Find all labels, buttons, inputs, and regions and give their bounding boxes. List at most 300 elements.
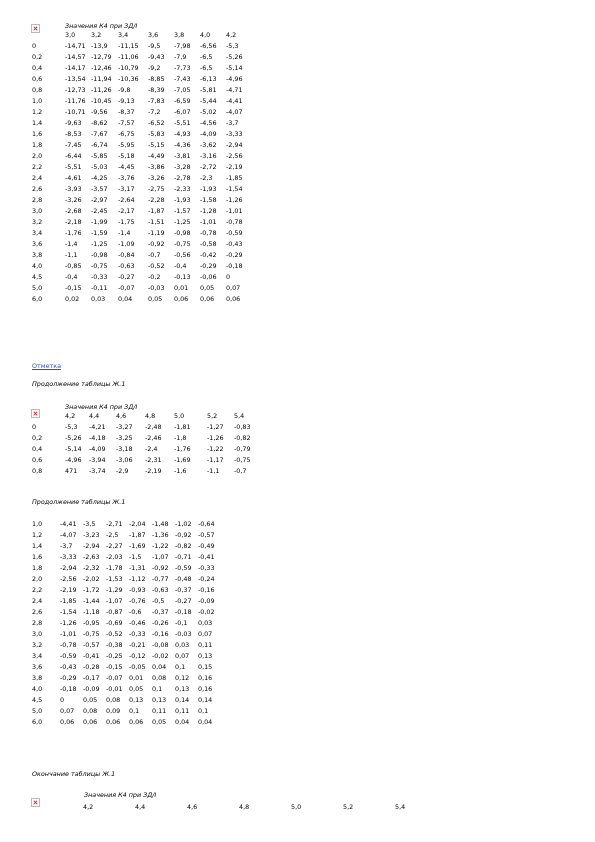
table-cell: -0,07 bbox=[106, 674, 123, 683]
table-header-row bbox=[32, 411, 256, 422]
table-cell: -0,09 bbox=[83, 685, 100, 694]
table-cell: -1,76 bbox=[65, 229, 82, 238]
table-cell: -0,29 bbox=[200, 262, 217, 271]
column-header: 4,4 bbox=[89, 412, 100, 421]
row-label: 2,4 bbox=[32, 174, 43, 183]
table-cell: -4,61 bbox=[65, 174, 82, 183]
table-cell: -1,18 bbox=[83, 608, 100, 617]
table-cell: -0,82 bbox=[234, 434, 251, 443]
table-cell: -5,3 bbox=[226, 42, 239, 51]
table-cell: -9,8 bbox=[118, 86, 131, 95]
table-cell: -3,62 bbox=[200, 141, 217, 150]
table-cell: -0,75 bbox=[234, 456, 251, 465]
table-cell: 0,04 bbox=[198, 718, 213, 727]
table-row bbox=[32, 140, 252, 151]
table-cell: -7,05 bbox=[174, 86, 191, 95]
table-row bbox=[32, 651, 221, 662]
table-cell: -4,96 bbox=[65, 456, 82, 465]
table-cell: 0,1 bbox=[198, 707, 209, 716]
row-label: 1,4 bbox=[32, 119, 43, 128]
table-cell: -0,56 bbox=[174, 251, 191, 260]
table-cell: -6,13 bbox=[200, 75, 217, 84]
table-cell: -6,52 bbox=[148, 119, 165, 128]
table-cell: -0,08 bbox=[152, 641, 169, 650]
table-cell: -1,5 bbox=[129, 553, 142, 562]
table-cell: -0,48 bbox=[175, 575, 192, 584]
table-cell: -0,69 bbox=[106, 619, 123, 628]
column-header: 5,4 bbox=[234, 412, 245, 421]
table-cell: -1,99 bbox=[91, 218, 108, 227]
table-row bbox=[32, 239, 252, 250]
table-row bbox=[32, 466, 256, 477]
table-cell: -0,33 bbox=[91, 273, 108, 282]
table-cell: 0 bbox=[60, 696, 65, 705]
table-cell: -7,83 bbox=[148, 97, 165, 106]
table-cell: -6,5 bbox=[200, 53, 213, 62]
table-cell: -0,03 bbox=[175, 630, 192, 639]
table-cell: -5,95 bbox=[118, 141, 135, 150]
table-cell: -2,19 bbox=[60, 586, 77, 595]
table-cell: -0,79 bbox=[234, 445, 251, 454]
table-cell: 0,04 bbox=[118, 295, 133, 304]
table-cell: -3,76 bbox=[118, 174, 135, 183]
table-row bbox=[32, 541, 221, 552]
table-cell: -0,03 bbox=[148, 284, 165, 293]
table-cell: -5,14 bbox=[65, 445, 82, 454]
table-cell: 0,14 bbox=[175, 696, 190, 705]
table-cell: -2,4 bbox=[145, 445, 158, 454]
table-cell: -1,72 bbox=[83, 586, 100, 595]
column-header: 5,4 bbox=[395, 803, 406, 812]
table-cell: -0,75 bbox=[91, 262, 108, 271]
table-cell: -4,09 bbox=[89, 445, 106, 454]
table-cell: -2,27 bbox=[106, 542, 123, 551]
row-label: 1,0 bbox=[32, 520, 43, 529]
table-cell: -2,78 bbox=[174, 174, 191, 183]
table-cell: -0,07 bbox=[118, 284, 135, 293]
table-cell: -1,01 bbox=[226, 207, 243, 216]
row-label: 1,2 bbox=[32, 531, 43, 540]
row-label: 4,0 bbox=[32, 262, 43, 271]
table-cell: -2,45 bbox=[91, 207, 108, 216]
row-label: 1,4 bbox=[32, 542, 43, 551]
table-header-row bbox=[32, 30, 252, 41]
table-cell: -11,94 bbox=[91, 75, 112, 84]
table-row bbox=[32, 151, 252, 162]
table-cell: 0,07 bbox=[175, 652, 190, 661]
table-cell: -0,85 bbox=[65, 262, 82, 271]
row-label: 3,4 bbox=[32, 652, 43, 661]
table-cell: -0,05 bbox=[129, 663, 146, 672]
row-label: 3,8 bbox=[32, 251, 43, 260]
table-cell: 0,06 bbox=[60, 718, 75, 727]
table-cell: -7,43 bbox=[174, 75, 191, 84]
table-header-row bbox=[83, 802, 435, 813]
table-cell: -0,41 bbox=[198, 553, 215, 562]
table-cell: -10,36 bbox=[118, 75, 139, 84]
table-cell: -2,33 bbox=[174, 185, 191, 194]
table-row bbox=[32, 107, 252, 118]
row-label: 4,5 bbox=[32, 273, 43, 282]
table-cell: -1,4 bbox=[65, 240, 78, 249]
table-cell: -9,2 bbox=[148, 64, 161, 73]
table-cell: -0,82 bbox=[175, 542, 192, 551]
table-cell: -7,73 bbox=[174, 64, 191, 73]
table-row bbox=[32, 162, 252, 173]
table-cell: -0,15 bbox=[65, 284, 82, 293]
table-cell: -0,28 bbox=[83, 663, 100, 672]
table-cell: -0,13 bbox=[174, 273, 191, 282]
table-cell: -1,69 bbox=[129, 542, 146, 551]
table4 bbox=[83, 802, 435, 813]
table-cell: -1,26 bbox=[60, 619, 77, 628]
table-cell: -3,23 bbox=[83, 531, 100, 540]
table-cell: -0,84 bbox=[118, 251, 135, 260]
table-cell: -11,15 bbox=[118, 42, 139, 51]
table-cell: -4,49 bbox=[148, 152, 165, 161]
empty-corner-cell bbox=[32, 30, 65, 41]
table-cell: 0,15 bbox=[198, 663, 213, 672]
table-cell: -1,01 bbox=[60, 630, 77, 639]
table-cell: -0,4 bbox=[174, 262, 187, 271]
table-cell: -0,63 bbox=[118, 262, 135, 271]
table-cell: -3,17 bbox=[118, 185, 135, 194]
table-cell: -0,49 bbox=[198, 542, 215, 551]
table-cell: -2,72 bbox=[200, 163, 217, 172]
table-cell: 0,08 bbox=[106, 696, 121, 705]
row-label: 1,8 bbox=[32, 564, 43, 573]
table-cell: -2,17 bbox=[118, 207, 135, 216]
table-row bbox=[32, 585, 221, 596]
table-row bbox=[32, 530, 221, 541]
table-row bbox=[32, 261, 252, 272]
table-cell: -2,3 bbox=[200, 174, 213, 183]
table-row bbox=[32, 433, 256, 444]
table-cell: -7,67 bbox=[91, 130, 108, 139]
table-cell: -12,46 bbox=[91, 64, 112, 73]
row-label: 6,0 bbox=[32, 718, 43, 727]
table-cell: 0,07 bbox=[226, 284, 241, 293]
table-cell: -9,5 bbox=[148, 42, 161, 51]
table-cell: -0,43 bbox=[60, 663, 77, 672]
table-cell: -1,27 bbox=[207, 423, 224, 432]
table-cell: -3,28 bbox=[174, 163, 191, 172]
table-cell: -0,06 bbox=[200, 273, 217, 282]
table-cell: 0,06 bbox=[83, 718, 98, 727]
table-cell: -8,37 bbox=[118, 108, 135, 117]
table-cell: -9,13 bbox=[118, 97, 135, 106]
column-header: 4,8 bbox=[239, 803, 250, 812]
row-label: 0,4 bbox=[32, 64, 43, 73]
table-cell: -0,4 bbox=[65, 273, 78, 282]
table-cell: -1,8 bbox=[174, 434, 187, 443]
table-cell: -1,75 bbox=[118, 218, 135, 227]
table-cell: -1,01 bbox=[200, 218, 217, 227]
table-cell: 0,16 bbox=[198, 685, 213, 694]
table-cell: -1,36 bbox=[152, 531, 169, 540]
table-cell: -1,57 bbox=[174, 207, 191, 216]
table-cell: 0,05 bbox=[148, 295, 163, 304]
table-cell: -0,7 bbox=[148, 251, 161, 260]
table-cell: 0,03 bbox=[91, 295, 106, 304]
row-label: 0 bbox=[32, 42, 37, 51]
table-cell: -1,87 bbox=[129, 531, 146, 540]
table-cell: -2,32 bbox=[83, 564, 100, 573]
table-cell: -1,87 bbox=[148, 207, 165, 216]
row-label: 1,0 bbox=[32, 97, 43, 106]
table-cell: 0,11 bbox=[175, 707, 190, 716]
table-cell: -0,29 bbox=[226, 251, 243, 260]
table-cell: -2,94 bbox=[83, 542, 100, 551]
table-cell: 0,06 bbox=[174, 295, 189, 304]
table2 bbox=[32, 411, 256, 477]
table-cell: -7,9 bbox=[174, 53, 187, 62]
table-row bbox=[32, 519, 221, 530]
table-cell: -5,26 bbox=[65, 434, 82, 443]
table-cell: -0,78 bbox=[60, 641, 77, 650]
table-cell: -0,21 bbox=[129, 641, 146, 650]
table-cell: -2,64 bbox=[118, 196, 135, 205]
table-cell: -2,94 bbox=[60, 564, 77, 573]
table-cell: 0,13 bbox=[129, 696, 144, 705]
table-cell: -8,62 bbox=[91, 119, 108, 128]
table-cell: -0,26 bbox=[152, 619, 169, 628]
table-cell: -4,71 bbox=[226, 86, 243, 95]
table-cell: -13,54 bbox=[65, 75, 86, 84]
table-cell: -2,9 bbox=[116, 467, 129, 476]
table-cell: -4,41 bbox=[226, 97, 243, 106]
table-cell: -2,75 bbox=[148, 185, 165, 194]
table-row bbox=[32, 607, 221, 618]
table-cell: -0,27 bbox=[175, 597, 192, 606]
table-cell: -0,6 bbox=[129, 608, 142, 617]
table-cell: -0,38 bbox=[106, 641, 123, 650]
table-row bbox=[32, 283, 252, 294]
table-row bbox=[32, 85, 252, 96]
table-row bbox=[32, 574, 221, 585]
column-header: 4,2 bbox=[226, 31, 237, 40]
table-cell: 0,08 bbox=[152, 674, 167, 683]
row-label: 2,2 bbox=[32, 163, 43, 172]
table-cell: -7,98 bbox=[174, 42, 191, 51]
table-cell: -0,98 bbox=[174, 229, 191, 238]
row-label: 0,2 bbox=[32, 434, 43, 443]
table-cell: -0,71 bbox=[175, 553, 192, 562]
table-cell: -7,45 bbox=[65, 141, 82, 150]
row-label: 3,0 bbox=[32, 630, 43, 639]
table-row bbox=[32, 41, 252, 52]
table-cell: -6,59 bbox=[174, 97, 191, 106]
row-label: 2,2 bbox=[32, 586, 43, 595]
table-cell: -0,58 bbox=[200, 240, 217, 249]
table-cell: -1,53 bbox=[106, 575, 123, 584]
table-cell: 0,14 bbox=[198, 696, 213, 705]
table-cell: -0,12 bbox=[129, 652, 146, 661]
table-row bbox=[32, 422, 256, 433]
table-row bbox=[32, 695, 221, 706]
table-cell: -1,76 bbox=[174, 445, 191, 454]
table-cell: -11,76 bbox=[65, 97, 86, 106]
table-row bbox=[32, 217, 252, 228]
table-row bbox=[32, 662, 221, 673]
table-cell: 0,07 bbox=[60, 707, 75, 716]
table-cell: -0,24 bbox=[198, 575, 215, 584]
table-row bbox=[32, 250, 252, 261]
table-cell: -0,16 bbox=[198, 586, 215, 595]
table-cell: 0,01 bbox=[129, 674, 144, 683]
table-cell: -4,36 bbox=[174, 141, 191, 150]
table-cell: -5,3 bbox=[65, 423, 78, 432]
table-row bbox=[32, 63, 252, 74]
table-cell: -0,18 bbox=[60, 685, 77, 694]
caption-end: Окончание таблицы Ж.1 bbox=[32, 770, 116, 778]
column-header: 3,8 bbox=[174, 31, 185, 40]
table-cell: -0,52 bbox=[106, 630, 123, 639]
table-cell: -5,85 bbox=[91, 152, 108, 161]
table4-heading: Значения К4 при ЗД/I bbox=[84, 791, 157, 799]
table-cell: -1,1 bbox=[207, 467, 220, 476]
table-cell: -2,19 bbox=[226, 163, 243, 172]
table-cell: -5,44 bbox=[200, 97, 217, 106]
table-cell: -2,71 bbox=[106, 520, 123, 529]
row-label: 2,0 bbox=[32, 152, 43, 161]
row-label: 2,6 bbox=[32, 185, 43, 194]
table-row bbox=[32, 552, 221, 563]
row-label: 3,0 bbox=[32, 207, 43, 216]
table-cell: -1,93 bbox=[174, 196, 191, 205]
table-cell: -4,41 bbox=[60, 520, 77, 529]
table-cell: -3,57 bbox=[91, 185, 108, 194]
column-header: 3,0 bbox=[65, 31, 76, 40]
table-cell: -3,81 bbox=[174, 152, 191, 161]
table-cell: -0,76 bbox=[129, 597, 146, 606]
table-cell: -3,5 bbox=[83, 520, 96, 529]
table-cell: -0,78 bbox=[226, 218, 243, 227]
row-label: 1,8 bbox=[32, 141, 43, 150]
table-cell: -9,63 bbox=[65, 119, 82, 128]
table-cell: -5,81 bbox=[200, 86, 217, 95]
table-row bbox=[32, 118, 252, 129]
table-cell: -2,31 bbox=[145, 456, 162, 465]
column-header: 5,2 bbox=[343, 803, 354, 812]
table-cell: -3,18 bbox=[116, 445, 133, 454]
otmetka-link[interactable]: Отметка bbox=[32, 362, 62, 370]
table-cell: -0,57 bbox=[83, 641, 100, 650]
table-cell: -0,78 bbox=[200, 229, 217, 238]
column-header: 4,6 bbox=[187, 803, 198, 812]
table-cell: -0,93 bbox=[129, 586, 146, 595]
table-cell: -14,17 bbox=[65, 64, 86, 73]
table-cell: -0,02 bbox=[198, 608, 215, 617]
table-cell: -6,56 bbox=[200, 42, 217, 51]
table3 bbox=[32, 519, 221, 728]
table-cell: -0,17 bbox=[83, 674, 100, 683]
table-cell: -6,44 bbox=[65, 152, 82, 161]
table-cell: -12,73 bbox=[65, 86, 86, 95]
table-cell: -1,07 bbox=[152, 553, 169, 562]
table-cell: -0,98 bbox=[91, 251, 108, 260]
table-cell: -1,1 bbox=[65, 251, 78, 260]
row-label: 0,4 bbox=[32, 445, 43, 454]
table-cell: 0,03 bbox=[175, 641, 190, 650]
table-cell: -3,25 bbox=[116, 434, 133, 443]
table-cell: 0 bbox=[226, 273, 231, 282]
column-header: 4,8 bbox=[145, 412, 156, 421]
table-cell: -13,9 bbox=[91, 42, 108, 51]
row-label: 2,0 bbox=[32, 575, 43, 584]
table-cell: -3,86 bbox=[148, 163, 165, 172]
table-cell: -1,25 bbox=[91, 240, 108, 249]
table-cell: -6,74 bbox=[91, 141, 108, 150]
table-cell: -0,92 bbox=[175, 531, 192, 540]
table-row bbox=[32, 673, 221, 684]
table-cell: -0,57 bbox=[198, 531, 215, 540]
row-label: 0,6 bbox=[32, 456, 43, 465]
table-row bbox=[32, 129, 252, 140]
table-cell: -8,85 bbox=[148, 75, 165, 84]
row-label: 4,5 bbox=[32, 696, 43, 705]
row-label: 0,8 bbox=[32, 86, 43, 95]
table-cell: -0,15 bbox=[106, 663, 123, 672]
column-header: 3,4 bbox=[118, 31, 129, 40]
table-cell: -3,26 bbox=[148, 174, 165, 183]
row-label: 3,8 bbox=[32, 674, 43, 683]
table-cell: -4,56 bbox=[200, 119, 217, 128]
table-cell: -0,25 bbox=[106, 652, 123, 661]
row-label: 1,6 bbox=[32, 130, 43, 139]
table-cell: -0,5 bbox=[152, 597, 165, 606]
table-cell: -0,29 bbox=[60, 674, 77, 683]
row-label: 2,6 bbox=[32, 608, 43, 617]
table-cell: -0,37 bbox=[152, 608, 169, 617]
table-cell: -4,07 bbox=[226, 108, 243, 117]
table-cell: -1,31 bbox=[129, 564, 146, 573]
table-cell: -0,7 bbox=[234, 467, 247, 476]
table-cell: -1,51 bbox=[148, 218, 165, 227]
table-cell: -1,26 bbox=[207, 434, 224, 443]
table-row bbox=[32, 455, 256, 466]
table-cell: -5,03 bbox=[91, 163, 108, 172]
table-cell: 0,1 bbox=[152, 685, 163, 694]
row-label: 0,8 bbox=[32, 467, 43, 476]
table-cell: -0,75 bbox=[174, 240, 191, 249]
table-cell: 0,13 bbox=[152, 696, 167, 705]
table-cell: -2,94 bbox=[226, 141, 243, 150]
row-label: 2,4 bbox=[32, 597, 43, 606]
table-cell: -1,28 bbox=[200, 207, 217, 216]
caption-continue-2: Продолжение таблицы Ж.1 bbox=[32, 498, 126, 506]
table-cell: -1,26 bbox=[226, 196, 243, 205]
column-header: 4,2 bbox=[65, 412, 76, 421]
table-cell: -3,06 bbox=[116, 456, 133, 465]
row-label: 1,2 bbox=[32, 108, 43, 117]
table-cell: -4,93 bbox=[174, 130, 191, 139]
table-cell: -2,18 bbox=[65, 218, 82, 227]
row-label: 3,4 bbox=[32, 229, 43, 238]
table-cell: -5,18 bbox=[118, 152, 135, 161]
table-row bbox=[32, 294, 252, 305]
table-cell: -0,77 bbox=[152, 575, 169, 584]
table-cell: -10,45 bbox=[91, 97, 112, 106]
table-cell: 0,16 bbox=[198, 674, 213, 683]
table-cell: 0,12 bbox=[175, 674, 190, 683]
row-label: 0,2 bbox=[32, 53, 43, 62]
table-cell: -0,75 bbox=[83, 630, 100, 639]
table-row bbox=[32, 596, 221, 607]
table-cell: -5,26 bbox=[226, 53, 243, 62]
table-cell: -10,71 bbox=[65, 108, 86, 117]
table-cell: -3,26 bbox=[65, 196, 82, 205]
